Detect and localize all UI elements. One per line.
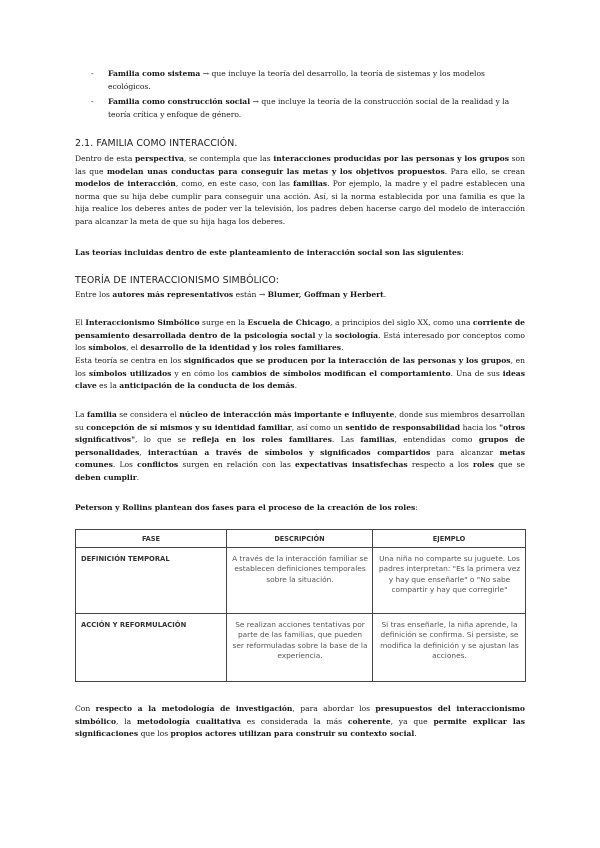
teorias-line: Las teorías incluidas dentro de este planteamiento de interacción social son las siguientes: [75,248,464,257]
cell-descripcion: A través de la interacción familiar se establecen definiciones temporales sobre la situación. [227,548,373,614]
subheading-interaccionismo: TEORÍA DE INTERACCIONISMO SIMBÓLICO: [75,275,280,286]
table-header-row [76,530,526,548]
cell-ejemplo: Si tras enseñarle, la niña aprende, la definición se confirma. Si persiste, se modifica la definición y se ajustan las acciones. [373,614,526,682]
header-ejemplo: EJEMPLO [373,530,526,548]
autores-line: Entre los autores más representativos están → Blumer, Goffman y Herbert. [75,290,387,299]
bullet-bold: Familia como sistema [108,69,201,78]
fases-table [75,529,526,682]
paragraph-significados: Esta teoría se centra en los significados que se producen por la interacción de las personas y los grupos, en los símbolos utilizados y en cómo los cambios de símbolos modifican el comportamiento. Una de sus ideas clave es la anticipación de la conducta de los demás. [75,356,525,391]
document-page: - Familia como sistema → que incluye la teoría del desarrollo, la teoría de sistemas y los modelos ecológicos. - Familia como construcción social → que incluye la teoría de la construcción social de la realidad y la teoría crítica y enfoque de género. 2.1. FAMILIA COMO INTERACCIÓN. Dentro de esta perspectiva, se contempla que las interacciones producidas por las personas y los grupos son las que modelan unas conductas para conseguir las metas y los objetivos propuestos. Para ello, se crean modelos de interacción, como, en este caso, con las familias. Por ejemplo, la madre y el padre establecen una norma que su hija debe cumplir para conseguir una acción. Así, si la norma establecida por una familia es que la hija realice los deberes antes de poder ver la televisión, los padres deben hacerse cargo del modelo de interacción para alcanzar la meta de que su hija haga los deberes. Las teorías incluidas dentro de este planteamiento de interacción social son las siguientes: TEORÍA DE INTERACCIONISMO SIMBÓLICO: Entre los autores más representativos están → Blumer, Goffman y Herbert. El Interaccionismo Simbólico surge en la Escuela de Chicago, a principios del siglo XX, como una corriente de pensamiento desarrollada dentro de la psicología social y la sociología. Está interesado por conceptos como los símbolos, el desarrollo de la identidad y los roles familiares. Esta teoría se centra en los significados que se producen por la interacción de las personas y los grupos, en los símbolos utilizados y en cómo los cambios de símbolos modifican el comportamiento. Una de sus ideas clave es la anticipación de la conducta de los demás. La familia se considera el núcleo de interacción más importante e influyente, donde sus miembros desarrollan su concepción de sí mismos y su identidad familiar, así como un sentido de responsabilidad hacia los "otros significativos", lo que se refleja en los roles familiares. Las familias, entendidas como grupos de personalidades, interactúan a través de símbolos y significados compartidos para alcanzar metas comunes. Los conflictos surgen en relación con las expectativas insatisfechas respecto a los roles que se deben cumplir. Peterson y Rollins plantean dos fases para el proceso de la creación de los roles: FASE DESCRIPCIÓN EJEMPLO DEFINICIÓN TEMPORAL A través de la interacción familiar se establecen definiciones temporales sobre la situación. Una niña no comparte su juguete. Los padres interpretan: "Es la primera vez y hay que enseñarle" o "No sabe compartir y hay que corregirle" ACCIÓN Y REFORMULACIÓN Se realizan acciones tentativas por parte de las familias, que pueden ser reformuladas sobre la base de la experiencia. Si tras enseñarle, la niña aprende, la definición se confirma. Si persiste, se modifica la definición y se ajustan las acciones. Con respecto a la metodología de investigación, para abordar los presupuestos del interaccionismo simbólico, la metodología cualitativa es considerada la más coherente, ya que permite explicar las significaciones que los propios actores utilizan para construir su contexto social. [0,0,600,848]
section-heading: 2.1. FAMILIA COMO INTERACCIÓN. [75,138,238,149]
header-fase: FASE [76,530,227,548]
table-row [76,548,526,614]
peterson-line: Peterson y Rollins plantean dos fases para el proceso de la creación de los roles: [75,503,418,512]
cell-descripcion: Se realizan acciones tentativas por parte de las familias, que pueden ser reformuladas sobre la base de la experiencia. [227,614,373,682]
paragraph-interaccionismo: El Interaccionismo Simbólico surge en la Escuela de Chicago, a principios del siglo XX, como una corriente de pensamiento desarrollada dentro de la psicología social y la sociología. Está interesado por conceptos como los símbolos, el desarrollo de la identidad y los roles familiares. [75,318,525,353]
paragraph-perspectiva: Dentro de esta perspectiva, se contempla que las interacciones producidas por las personas y los grupos son las que modelan unas conductas para conseguir las metas y los objetivos propuestos. Para ello, se crean modelos de interacción, como, en este caso, con las familias. Por ejemplo, la madre y el padre establecen una norma que su hija debe cumplir para conseguir una acción. Así, si la norma establecida por una familia es que la hija realice los deberes antes de poder ver la televisión, los padres deben hacerse cargo del modelo de interacción para alcanzar la meta de que su hija haga los deberes. [75,154,526,226]
table-row [76,614,526,682]
cell-ejemplo: Una niña no comparte su juguete. Los padres interpretan: "Es la primera vez y hay que enseñarle" o "No sabe compartir y hay que corregirle" [373,548,526,614]
paragraph-metodologia: Con respecto a la metodología de investigación, para abordar los presupuestos del interaccionismo simbólico, la metodología cualitativa es considerada la más coherente, ya que permite explicar las significaciones que los propios actores utilizan para construir su contexto social. [75,704,526,739]
bullet-bold: Familia como construcción social [108,97,251,106]
cell-fase: ACCIÓN Y REFORMULACIÓN [76,614,227,682]
header-descripcion: DESCRIPCIÓN [227,530,373,548]
paragraph-familia-nucleo: La familia se considera el núcleo de interacción más importante e influyente, donde sus miembros desarrollan su concepción de sí mismos y su identidad familiar, así como un sentido de responsabilidad hacia los "otros significativos", lo que se refleja en los roles familiares. Las familias, entendidas como grupos de personalidades, interactúan a través de símbolos y significados compartidos para alcanzar metas comunes. Los conflictos surgen en relación con las expectativas insatisfechas respecto a los roles que se deben cumplir. [75,410,526,482]
cell-fase: DEFINICIÓN TEMPORAL [76,548,227,614]
